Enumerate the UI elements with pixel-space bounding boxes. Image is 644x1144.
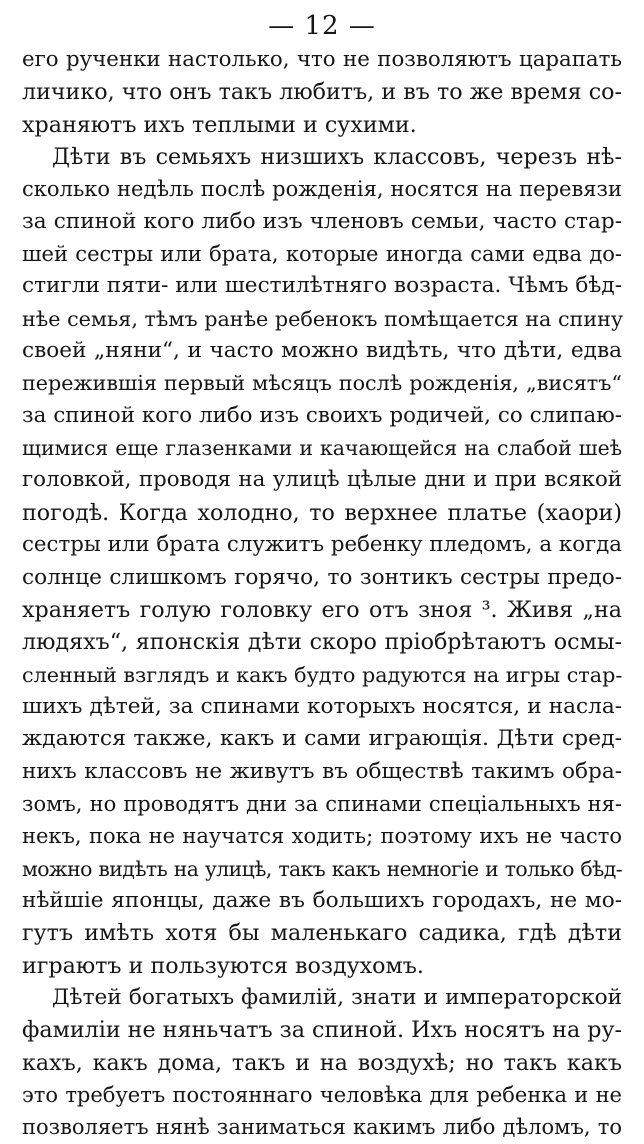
text-line: это требуетъ постояннаго человѣка для ребенка и не <box>22 1083 622 1107</box>
text-line: нѣе семья, тѣмъ ранѣе ребенокъ помѣщается на спину <box>22 306 624 331</box>
text-line: головкой, проводя на улицѣ цѣлые дни и при всякой <box>22 467 622 493</box>
text-line: за спиной кого либо изъ членовъ семьи, часто стар- <box>22 208 622 234</box>
text-line: своей „няни“, и часто можно видѣть, что дѣти, едва <box>22 338 622 364</box>
text-line: можно видѣть на улицѣ, такъ какъ немногіе и только бѣд- <box>22 856 622 881</box>
text-line: людяхъ“, японскія дѣти скоро пріобрѣтаютъ осмы- <box>22 629 622 656</box>
text-line: шей сестры или брата, которые иногда сами едва до- <box>22 242 622 267</box>
text-line: Дѣти въ семьяхъ низшихъ классовъ, черезъ нѣ- <box>52 144 622 171</box>
text-line: некъ, пока не научатся ходить; поэтому ихъ не часто <box>22 824 622 849</box>
text-line: погодѣ. Когда холодно, то верхнее платье (хаори) <box>22 499 622 526</box>
text-line: личико, что онъ такъ любитъ, и въ то же время со- <box>22 79 622 106</box>
text-line: сленный взглядъ и какъ будто радуются на игры стар- <box>22 662 623 687</box>
text-line: гутъ имѣть хотя бы маленькаго садика, гдѣ дѣти <box>22 920 622 947</box>
page-number: — 12 — <box>268 11 376 41</box>
text-line: фамиліи не няньчатъ за спиной. Ихъ носятъ на ру- <box>22 1017 622 1044</box>
text-line: шихъ дѣтей, за спинами которыхъ носятся, и насла- <box>22 693 622 719</box>
text-line: храняетъ голую головку его отъ зноя ³. Живя „на <box>22 596 622 623</box>
text-line: играютъ и пользуются воздухомъ. <box>22 952 424 979</box>
body-text <box>22 44 622 1144</box>
text-line: нихъ классовъ не живутъ въ обществѣ такимъ обра- <box>22 758 622 784</box>
text-line: сестры или брата служитъ ребенку пледомъ, а когда <box>22 532 622 558</box>
text-line: за спиной кого либо изъ своихъ родичей, со слипаю- <box>22 402 622 428</box>
text-line: щимися еще глазенками и качающейся на слабой шеѣ <box>22 436 622 461</box>
text-line: храняютъ ихъ теплыми и сухими. <box>22 111 417 138</box>
text-line: позволяетъ нянѣ заниматься какимъ либо дѣломъ, то <box>22 1115 622 1140</box>
text-line: зомъ, но проводятъ дни за спинами спеціальныхъ ня- <box>22 791 622 816</box>
text-line: ждаются также, какъ и сами играющія. Дѣти сред- <box>22 726 622 752</box>
text-line: его рученки настолько, что не позволяютъ царапать <box>22 47 622 72</box>
text-line: стигли пяти- или шестилѣтняго возраста. Чѣмъ бѣд- <box>22 273 622 299</box>
text-line: пережившія первый мѣсяцъ послѣ рожденія, „висятъ“ <box>22 371 622 396</box>
text-line: солнце слишкомъ горячо, то зонтикъ сестры предо- <box>22 564 622 590</box>
text-line: кахъ, какъ дома, такъ и на воздухѣ; но такъ какъ <box>22 1049 622 1076</box>
text-line: Дѣтей богатыхъ фамилій, знати и императорской <box>52 984 622 1010</box>
text-line: сколько недѣль послѣ рожденія, носятся на перевязи <box>22 177 622 202</box>
text-line: нѣйшіе японцы, даже въ большихъ городахъ, не мо- <box>22 887 622 913</box>
